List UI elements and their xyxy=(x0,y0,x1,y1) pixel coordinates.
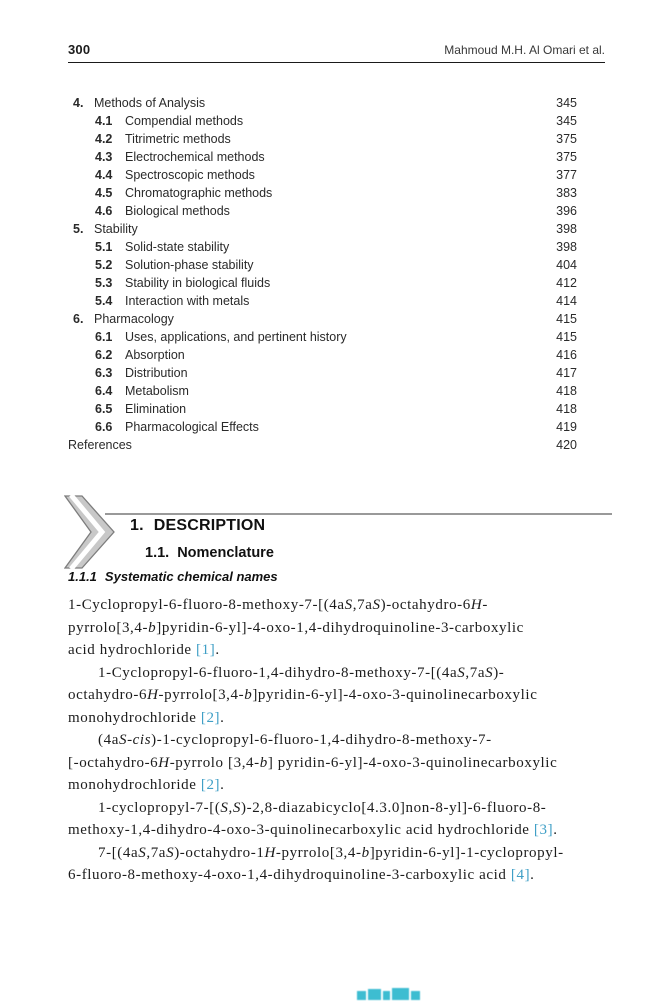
stereo-descriptor: H xyxy=(264,844,276,861)
citation-link[interactable]: [4] xyxy=(510,867,531,883)
toc-entry xyxy=(68,186,577,204)
toc-entry-page: 345 xyxy=(556,96,577,110)
stereo-descriptor: S xyxy=(344,597,353,613)
toc-entry-page: 417 xyxy=(556,366,577,380)
page-number: 300 xyxy=(68,42,91,57)
toc-entry-label: Solution-phase stability xyxy=(125,258,254,272)
toc-entry-number: 6.4 xyxy=(95,384,113,398)
toc-entry xyxy=(68,348,577,366)
running-author: Mahmoud M.H. Al Omari et al. xyxy=(444,43,605,57)
toc-entry-page: 418 xyxy=(556,384,577,398)
toc-entry-label: Spectroscopic methods xyxy=(125,168,255,182)
toc-entry xyxy=(68,366,577,384)
section-heading-rule xyxy=(105,513,612,515)
toc-entry xyxy=(68,132,577,150)
toc-entry-page: 416 xyxy=(556,348,577,362)
section-heading xyxy=(130,517,265,535)
chemical-names xyxy=(68,594,628,887)
chemical-name-paragraph: 7-[(4aS,7aS)-octahydro-1H-pyrrolo[3,4-b]pyridin-6-yl]-1-cyclopropyl- 6-fluoro-8-methoxy-4-oxo-1,4-dihydroquinoline-3-carboxylic acid [4]. xyxy=(68,844,564,883)
toc-entry xyxy=(68,330,577,348)
citation-link[interactable]: [2] xyxy=(200,709,221,726)
subsubsection-heading-number: 1.1.1 xyxy=(68,569,97,584)
stereo-descriptor: S xyxy=(457,664,466,681)
toc-entry-number: 5.4 xyxy=(95,294,113,308)
toc-entry xyxy=(68,420,577,438)
stereo-descriptor: S xyxy=(138,844,147,861)
toc-entry-number: 6.1 xyxy=(95,330,113,344)
toc-entry-label: Pharmacological Effects xyxy=(125,420,259,434)
stereo-descriptor: b xyxy=(259,754,268,771)
toc-entry-page: 398 xyxy=(556,240,577,254)
toc-entry-number: 5.3 xyxy=(95,276,113,290)
toc-entry-page: 377 xyxy=(556,168,577,182)
toc-entry xyxy=(68,168,577,186)
stereo-descriptor: b xyxy=(244,687,253,703)
toc-entry-page: 415 xyxy=(556,330,577,344)
toc-entry-number: 5. xyxy=(73,222,84,236)
subsubsection-heading xyxy=(68,569,278,584)
toc-entry-page: 396 xyxy=(556,204,577,218)
toc-entry-page: 375 xyxy=(556,132,577,146)
toc-entry xyxy=(68,240,577,258)
toc-entry-page: 345 xyxy=(556,114,577,128)
toc-entry-page: 420 xyxy=(556,438,577,452)
chemical-name-paragraph: 1-cyclopropyl-7-[(S,S)-2,8-diazabicyclo[4.3.0]non-8-yl]-6-fluoro-8- methoxy-1,4-dihydro-4-oxo-3-quinolinecarboxylic acid hydrochloride [3]. xyxy=(68,799,558,838)
toc-entry-page: 414 xyxy=(556,294,577,308)
toc-entry-label: Methods of Analysis xyxy=(94,96,206,110)
stereo-descriptor: b xyxy=(148,619,157,636)
toc-entry-page: 375 xyxy=(556,150,577,164)
toc-entry-number: 6.2 xyxy=(95,348,113,362)
toc-entry-label: Absorption xyxy=(125,348,185,362)
stereo-descriptor: S xyxy=(372,597,381,613)
toc-entry-label: Elimination xyxy=(125,402,187,416)
chemical-name-paragraph: (4aS-cis)-1-cyclopropyl-6-fluoro-1,4-dihydro-8-methoxy-7- [-octahydro-6H-pyrrolo [3,4-b] pyridin-6-yl]-4-oxo-3-quinolinecarboxylic monohydrochloride [2]. xyxy=(68,732,558,793)
toc-entry-number: 4.2 xyxy=(95,132,113,146)
toc-entry-label: Electrochemical methods xyxy=(125,150,265,164)
running-header xyxy=(68,42,605,63)
citation-link[interactable]: [1] xyxy=(196,642,216,658)
toc-entry-number: 4. xyxy=(73,96,84,110)
toc-entry xyxy=(68,222,577,240)
toc-entry xyxy=(68,312,577,330)
toc-entry-label: Pharmacology xyxy=(94,312,174,326)
stereo-descriptor: H xyxy=(470,597,483,613)
chapter-chevron-icon xyxy=(64,495,120,569)
chemical-name-paragraph: 1-Cyclopropyl-6-fluoro-8-methoxy-7-[(4aS,7aS)-octahydro-6H- pyrrolo[3,4-b]pyridin-6-yl]-4-oxo-1,4-dihydroquinoline-3-carboxylic acid hydrochloride [1]. xyxy=(68,597,524,658)
watermark xyxy=(357,986,420,1000)
stereo-descriptor: S xyxy=(118,732,128,748)
toc-entry-number: 4.1 xyxy=(95,114,113,128)
toc-entry-number: 6. xyxy=(73,312,84,326)
stereo-descriptor: S xyxy=(485,664,494,681)
chemical-name-paragraph: 1-Cyclopropyl-6-fluoro-1,4-dihydro-8-methoxy-7-[(4aS,7aS)- octahydro-6H-pyrrolo[3,4-b]pyridin-6-yl]-4-oxo-3-quinolinecarboxylic monohydrochloride [2]. xyxy=(68,664,538,726)
toc-entry-page: 383 xyxy=(556,186,577,200)
toc-entry-number: 5.2 xyxy=(95,258,113,272)
stereo-descriptor: H xyxy=(147,687,159,703)
toc-entry-label: Stability xyxy=(94,222,138,236)
toc-entry xyxy=(68,294,577,312)
toc-entry-number: 4.6 xyxy=(95,204,113,218)
toc xyxy=(68,96,577,456)
toc-entry-label: Stability in biological fluids xyxy=(125,276,271,290)
toc-entry-label: Distribution xyxy=(125,366,188,380)
stereo-descriptor: S xyxy=(232,799,241,816)
toc-entry-number: 4.3 xyxy=(95,150,113,164)
toc-entry-label: Solid-state stability xyxy=(125,240,230,254)
subsection-heading-title: Nomenclature xyxy=(177,545,274,561)
toc-entry-number: 6.6 xyxy=(95,420,113,434)
toc-entry-page: 412 xyxy=(556,276,577,290)
toc-entry xyxy=(68,402,577,420)
toc-entry-number: 6.5 xyxy=(95,402,113,416)
toc-entry-page: 418 xyxy=(556,402,577,416)
toc-entry xyxy=(68,96,577,114)
toc-entry-label: Compendial methods xyxy=(125,114,244,128)
toc-entry xyxy=(68,150,577,168)
toc-entry xyxy=(68,276,577,294)
stereo-descriptor: S xyxy=(166,844,175,861)
stereo-descriptor: cis xyxy=(132,732,152,748)
toc-entry-number: 4.5 xyxy=(95,186,113,200)
subsection-heading-number: 1.1. xyxy=(145,545,170,561)
toc-entry-label: Titrimetric methods xyxy=(125,132,231,146)
toc-entry-label: Biological methods xyxy=(125,204,230,218)
citation-link[interactable]: [3] xyxy=(533,822,554,838)
section-heading-title: DESCRIPTION xyxy=(153,517,266,534)
toc-entry-label: Uses, applications, and pertinent history xyxy=(125,330,347,344)
toc-entry-label: Chromatographic methods xyxy=(125,186,273,200)
toc-entry xyxy=(68,258,577,276)
subsection-heading xyxy=(145,545,274,561)
toc-entry xyxy=(68,384,577,402)
stereo-descriptor: H xyxy=(158,754,170,771)
toc-entry-label: References xyxy=(68,438,132,452)
toc-entry-page: 398 xyxy=(556,222,577,236)
citation-link[interactable]: [2] xyxy=(200,777,221,793)
toc-entry xyxy=(68,114,577,132)
toc-entry-page: 415 xyxy=(556,312,577,326)
toc-entry xyxy=(68,204,577,222)
toc-entry-number: 4.4 xyxy=(95,168,113,182)
toc-entry-label: Interaction with metals xyxy=(125,294,250,308)
stereo-descriptor: b xyxy=(361,844,370,861)
toc-entry-page: 419 xyxy=(556,420,577,434)
section-heading-number: 1. xyxy=(130,517,144,534)
toc-entry-number: 5.1 xyxy=(95,240,113,254)
toc-entry xyxy=(68,438,577,456)
toc-entry-number: 6.3 xyxy=(95,366,113,380)
stereo-descriptor: S xyxy=(220,799,229,816)
toc-entry-page: 404 xyxy=(556,258,577,272)
subsubsection-heading-title: Systematic chemical names xyxy=(104,569,278,584)
toc-entry-label: Metabolism xyxy=(125,384,189,398)
